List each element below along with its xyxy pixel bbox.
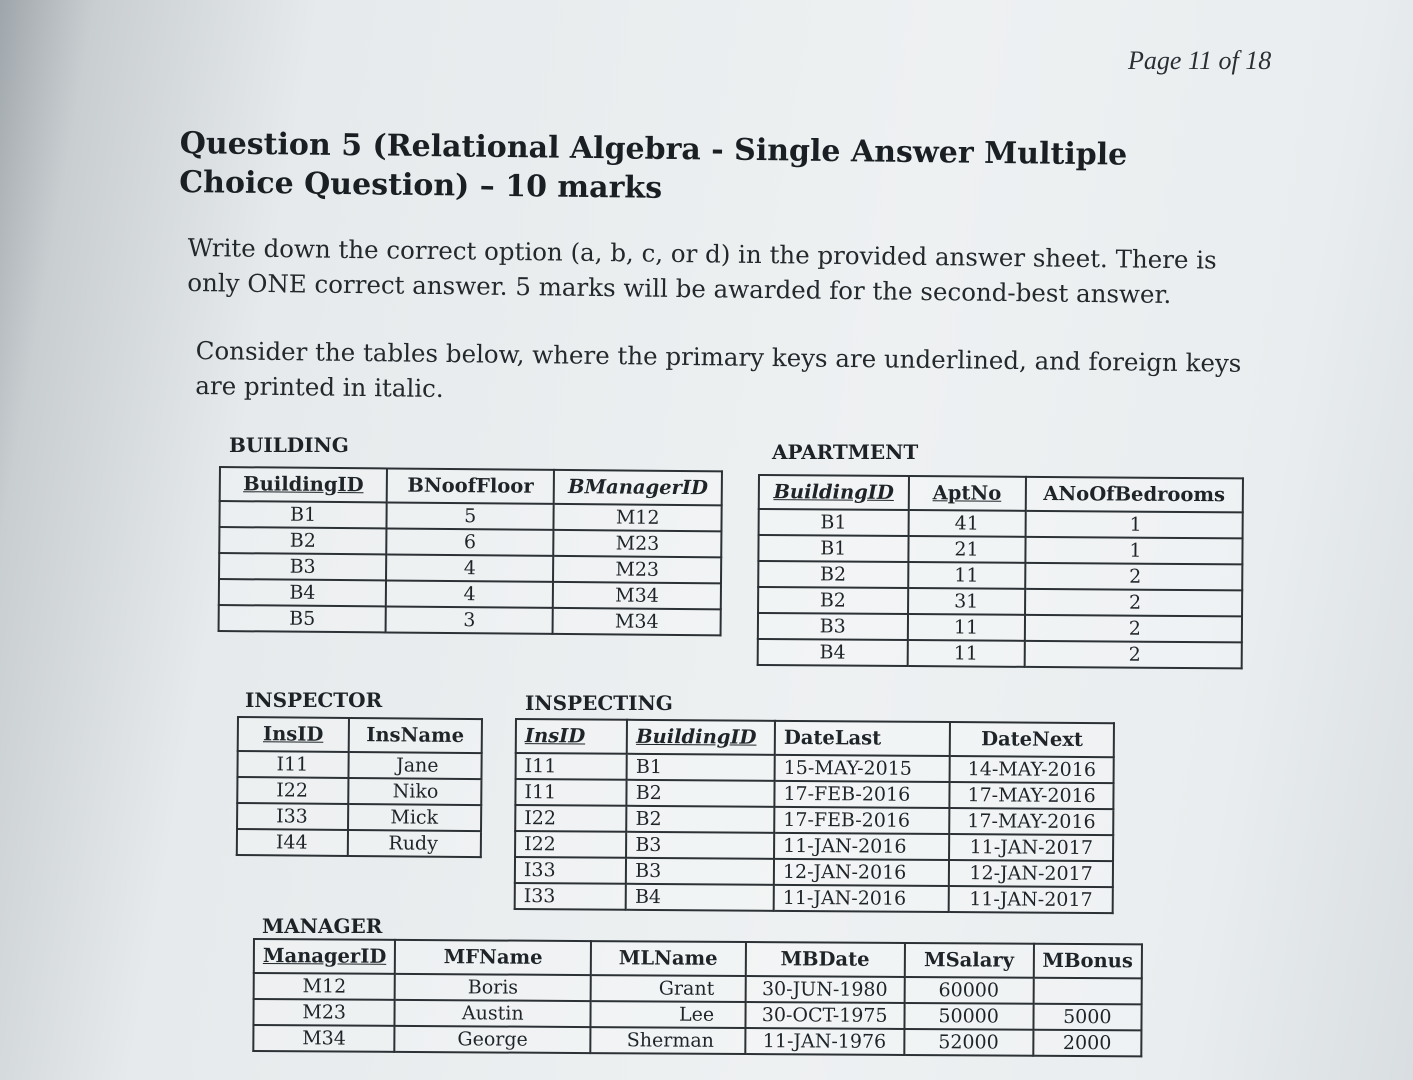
apartment-table-caption: APARTMENT [772,440,919,464]
table-row [759,509,1243,538]
table-cell: I33 [515,883,626,910]
table-cell: I11 [515,779,626,806]
inspecting-table [514,718,1115,914]
table-cell: 2 [1025,563,1243,591]
manager-table [252,938,1143,1057]
table-cell: B2 [219,527,386,554]
table-cell: B4 [219,579,386,606]
table-row [237,829,481,857]
table-header-row [254,939,1142,978]
table-row [237,751,481,779]
table-cell: B1 [759,509,909,536]
table-row [758,639,1242,668]
column-header: DateNext [950,722,1114,757]
table-cell: 2 [1024,641,1242,669]
table-cell: B3 [219,553,386,580]
table-cell: 30-OCT-1975 [745,1002,904,1029]
table-cell: 14-MAY-2016 [950,756,1114,783]
building-table-caption: BUILDING [229,433,349,457]
table-cell: 41 [908,510,1025,537]
table-cell: I33 [515,857,626,884]
table-cell: M23 [253,999,395,1026]
table-cell: George [395,1026,591,1053]
table-cell: I33 [237,803,348,830]
table-cell [1033,978,1142,1005]
table-cell: 11-JAN-2016 [774,885,950,912]
page-number: Page 11 of 18 [1128,46,1272,75]
table-cell: Mick [348,804,482,831]
column-header: AptNo [908,476,1025,511]
table-row [758,613,1242,642]
table-cell: Niko [348,778,482,805]
table-cell: I22 [515,805,626,832]
table-cell: Rudy [348,830,482,857]
column-header: ManagerID [254,939,396,974]
table-cell: I44 [237,829,348,856]
column-header: BNoofFloor [387,468,555,503]
column-header: BuildingID [759,475,909,510]
table-cell: B3 [626,858,774,885]
table-header-row [238,717,482,753]
table-cell: B2 [758,561,908,588]
inspector-table [236,716,483,858]
table-cell: M12 [254,973,396,1000]
table-cell: 3 [386,606,553,633]
table-cell: I22 [515,831,626,858]
table-cell: I22 [237,777,348,804]
column-header: BuildingID [220,467,387,502]
table-header-row [759,475,1243,512]
table-cell: 60000 [904,977,1033,1004]
table-cell: Lee [591,1001,746,1028]
column-header: DateLast [775,721,951,756]
table-cell: 5000 [1033,1004,1142,1031]
table-cell: 11 [908,562,1025,589]
column-header: ANoOfBedrooms [1025,477,1243,513]
column-header: InsID [516,719,627,754]
table-cell: M23 [554,530,722,557]
table-cell: Austin [395,1000,591,1027]
inspecting-table-caption: INSPECTING [525,691,673,715]
table-header-row [220,467,722,505]
table-cell: M34 [553,608,721,635]
column-header: MBonus [1033,944,1142,979]
table-cell: I11 [516,753,627,780]
table-cell: 12-JAN-2016 [774,859,950,886]
column-header: InsID [238,717,349,752]
table-cell: 31 [908,588,1025,615]
table-row [758,535,1242,564]
question-context: Consider the tables below, where the primary keys are underlined, and foreign keys are printed in italic. [195,335,1242,404]
column-header: MLName [591,941,746,976]
table-cell: 15-MAY-2015 [775,755,951,782]
column-header: BuildingID [627,720,775,755]
table-cell: 11-JAN-2016 [774,833,950,860]
table-cell: Grant [591,975,746,1002]
table-cell: 11 [907,614,1024,641]
table-cell: B4 [626,884,774,911]
table-cell: Jane [348,752,482,779]
table-cell: 17-FEB-2016 [774,807,950,834]
column-header: MBDate [745,942,904,977]
table-cell: B4 [758,639,908,666]
table-cell: B2 [627,780,775,807]
apartment-table [757,474,1244,669]
table-cell: M23 [553,556,721,583]
manager-table-caption: MANAGER [262,914,383,938]
question-instructions: Write down the correct option (a, b, c, or d) in the provided answer sheet. There is only ONE correct answer. 5 marks will be awarded for the second-best answer. [187,232,1217,310]
table-cell: 4 [386,554,553,581]
table-cell: 11-JAN-2017 [949,886,1113,913]
table-cell: 2000 [1033,1030,1142,1057]
table-cell: 4 [386,580,553,607]
table-cell: 17-FEB-2016 [774,781,950,808]
table-row [219,605,721,635]
table-cell: 1 [1025,537,1243,565]
table-cell: 2 [1024,615,1242,643]
table-cell: 11 [907,640,1024,667]
table-cell: 5 [387,502,554,529]
table-row [237,803,481,831]
table-row [237,777,481,805]
column-header: InsName [348,718,482,753]
table-cell: 11-JAN-1976 [745,1028,904,1055]
table-cell: 17-MAY-2016 [950,808,1114,835]
table-cell: 12-JAN-2017 [949,860,1113,887]
column-header: BManagerID [554,470,722,505]
table-cell: B1 [758,535,908,562]
inspector-table-caption: INSPECTOR [245,688,383,712]
table-row [253,1025,1141,1056]
table-cell: Sherman [590,1027,745,1054]
table-cell: 50000 [904,1003,1033,1030]
table-row [758,561,1242,590]
question-title: Question 5 (Relational Algebra - Single Answer Multiple Choice Question) – 10 marks [179,125,1128,206]
table-cell: 17-MAY-2016 [950,782,1114,809]
table-cell: B1 [219,501,386,528]
column-header: MFName [395,940,591,975]
table-cell: B1 [627,754,775,781]
table-cell: 1 [1025,511,1243,539]
table-cell: Boris [395,974,591,1001]
table-cell: 2 [1025,589,1243,617]
table-cell: 11-JAN-2017 [949,834,1113,861]
table-cell: M34 [253,1025,395,1052]
table-cell: B5 [219,605,386,632]
table-cell: 52000 [904,1029,1033,1056]
table-cell: B2 [626,806,774,833]
table-header-row [516,719,1114,757]
table-cell: I11 [237,751,348,778]
table-cell: 21 [908,536,1025,563]
building-table [218,466,723,636]
table-cell: 6 [386,528,553,555]
table-cell: 30-JUN-1980 [745,976,904,1003]
table-cell: B2 [758,587,908,614]
table-cell: M34 [553,582,721,609]
table-cell: B3 [758,613,908,640]
table-row [515,883,1113,913]
table-row [758,587,1242,616]
table-cell: B3 [626,832,774,859]
table-cell: M12 [554,504,722,531]
column-header: MSalary [904,943,1033,978]
